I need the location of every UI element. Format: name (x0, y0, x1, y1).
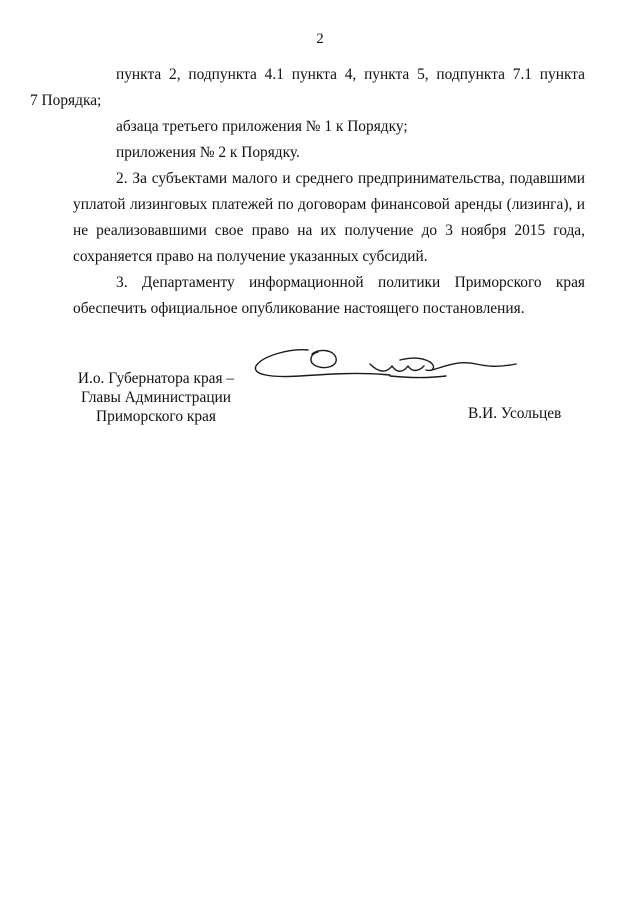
handwritten-signature (250, 342, 530, 392)
signer-title-line: И.о. Губернатора края – (77, 370, 235, 387)
signer-title-line: Приморского края (96, 408, 216, 425)
paragraph-line: пункта 2, подпункта 4.1 пункта 4, пункта 5, подпункта 7.1 пункта (116, 66, 585, 83)
signer-name: В.И. Усольцев (468, 405, 562, 422)
paragraph-section-2: 2. За субъектами малого и среднего предпринимательства, подавшими уплатой лизинговых платежей по договорам финансовой аренды (лизинга), и не реализовавшими свое право на их получение до 3 ноября 2015 года, сохраняется право на получение указанных субсидий. (73, 170, 585, 265)
paragraph-line: 7 Порядка; (30, 92, 102, 109)
page-number: 2 (316, 31, 324, 47)
paragraph-section-3: 3. Департаменту информационной политики Приморского края обеспечить официальное опубликование настоящего постановления. (73, 274, 585, 317)
paragraph-clause-list-2: абзаца третьего приложения № 1 к Порядку; (116, 118, 408, 135)
paragraph-clause-list-3: приложения № 2 к Порядку. (116, 144, 300, 161)
signer-title-line: Главы Администрации (80, 389, 232, 406)
signer-title (76, 369, 236, 426)
